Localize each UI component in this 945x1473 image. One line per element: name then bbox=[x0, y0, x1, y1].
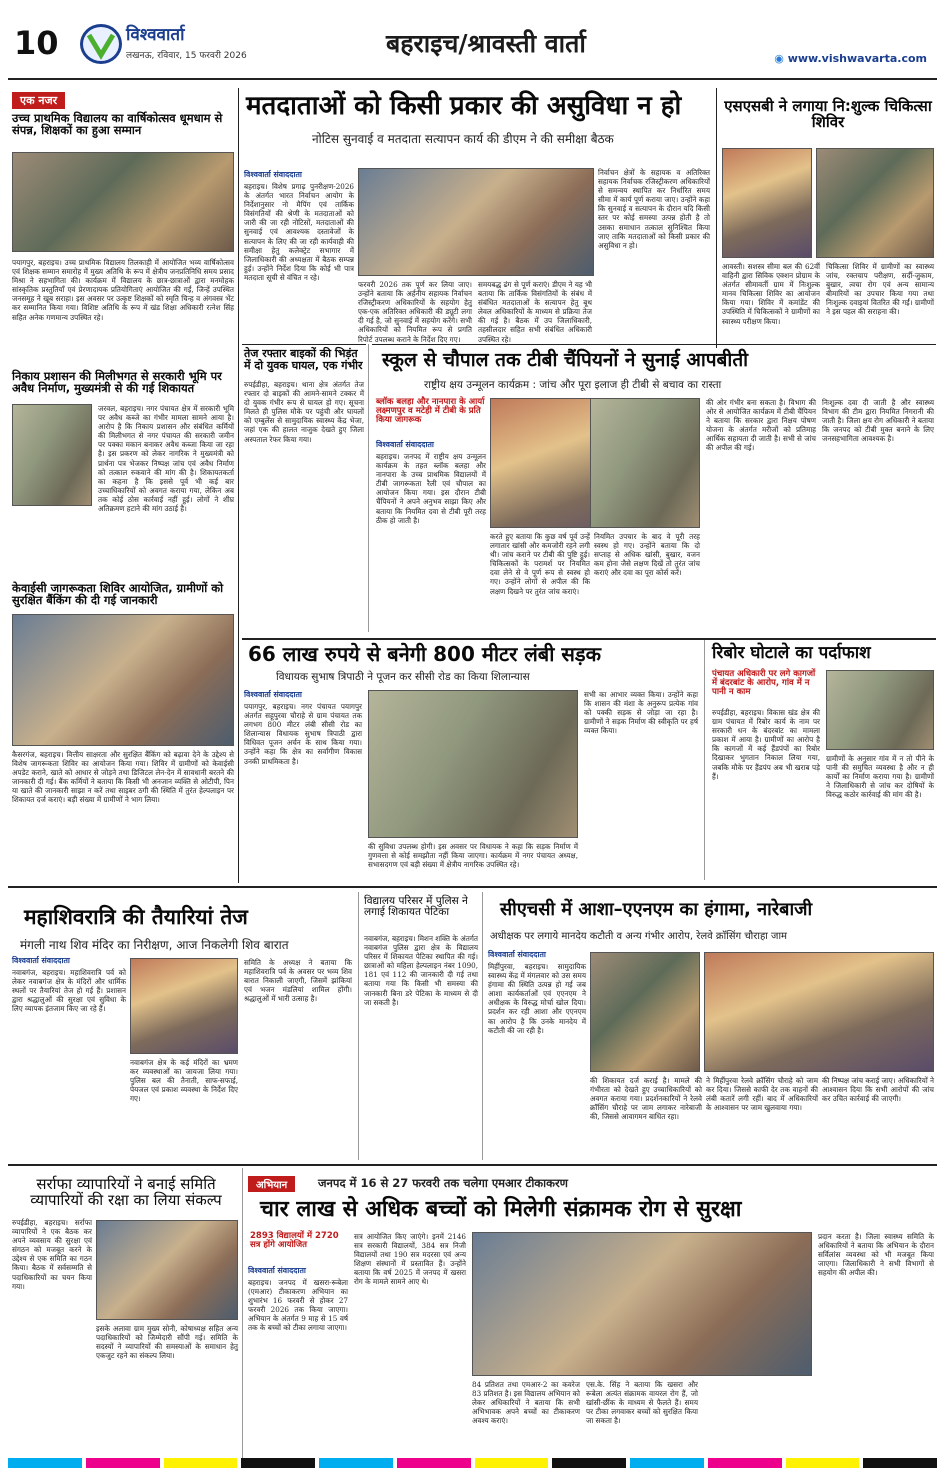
lead-subhead: नोटिस सुनवाई व मतदाता सत्यापन कार्य की डीएम ने की समीक्षा बैठक bbox=[312, 132, 614, 146]
road-col-3-text: सभी का आभार व्यक्त किया। उन्होंने कहा कि शासन की मंशा के अनुरूप प्रत्येक गांव को पक्की सड़क से जोड़ा जा रहा है। ग्रामीणों ने सड़क निर्माण की स्वीकृति पर हर्ष व्यक्त किया। bbox=[584, 690, 698, 736]
shiv-col-3 bbox=[244, 958, 352, 1158]
globe-icon: ◉ bbox=[774, 52, 784, 65]
road-photo bbox=[368, 690, 578, 838]
shiv-col-2 bbox=[130, 1058, 238, 1158]
sarraf-headline: सर्राफा व्यापारियों ने बनाई समिति व्यापारियों की रक्षा का लिया संकल्प bbox=[30, 1175, 222, 1210]
left-divider bbox=[238, 88, 239, 883]
chc-col-3 bbox=[706, 1076, 818, 1160]
tb-note: ब्लॉक बलहा और नानपारा के आर्या लक्ष्मणपुर व मटेही में टीबी के प्रति किया जागरूक bbox=[376, 397, 485, 426]
tb-col-5-text: निःशुल्क दवा दी जाती है और स्वास्थ्य विभाग की टीम द्वारा नियमित निगरानी की जाती है। जिला क्षय रोग अधिकारी ने बताया कि जनपद को टीबी मुक्त बनाने के लिए जनसहभागिता आवश्यक है। bbox=[822, 398, 934, 444]
accident-headline: तेज रफ्तार बाइकों की भिड़ंत में दो युवक घायल, एक गंभीर bbox=[244, 347, 363, 372]
ribor-note: पंचायत अधिकारी पर लगे कागजों में बंदरबांट के आरोप, गांव में न पानी न काम bbox=[712, 669, 816, 698]
lead-col-1-text: बहराइच। विशेष प्रगाढ़ पुनरीक्षण-2026 के अंतर्गत भारत निर्वाचन आयोग के निर्देशानुसार नो मैपिंग एवं तार्किक विसंगतियों की श्रेणी के मतदाताओं को जारी की जा रही नोटिसों, मतदाताओं की सुनवाई एवं आवश्यक दस्तावेजों के सत्यापन के लिए की जा रही कार्यवाही की समीक्षा हेतु कलेक्ट्रेट सभागार में जिलाधिकारी की अध्यक्षता में बैठक सम्पन्न हुई। उन्होंने निर्देश दिया कि कोई भी पात्र मतदाता सूची से वंचित न रहे। bbox=[244, 182, 354, 282]
anniversary-body: पयागपुर, बहराइच। उच्च प्राथमिक विद्यालय तिलकाही में आयोजित भव्य वार्षिकोत्सव एवं शिक्षक सम्मान समारोह में मुख्य अतिथि के रूप में क्षेत्रीय जनप्रतिनिधि समय प्रसाद मिश्रा ने सहभागिता की। कार्यक्रम में विद्यालय के छात्र-छात्राओं द्वारा मनमोहक सांस्कृतिक प्रस्तुतियाँ एवं प्रेरणादायक प्रतियोगिताएं आयोजित की गईं, जिन्हें उपस्थित जनसमूह ने खूब सराहा। इस अवसर पर उत्कृष्ट शिक्षकों को स्मृति चिन्ह व अंगवस्त्र भेंट कर सम्मानित किया गया। विशिष्ट अतिथि के रूप में खंड शिक्षा अधिकारी रत्नेश सिंह सहित अनेक गणमान्य उपस्थित रहे। bbox=[12, 258, 234, 322]
chc-divider bbox=[482, 892, 483, 1160]
accident-col bbox=[244, 380, 364, 632]
encroachment-photo bbox=[12, 404, 92, 506]
measles-divider bbox=[242, 1168, 243, 1458]
shiv-col-1 bbox=[12, 956, 126, 1156]
sarraf-col-1-text: रुपईडीहा, बहराइच। सर्राफा व्यापारियों ने एक बैठक कर अपने व्यवसाय की सुरक्षा एवं संगठन को मजबूत करने के उद्देश्य से एक समिति का गठन किया। बैठक में सर्वसम्मति से पदाधिकारियों का चयन किया गया। bbox=[12, 1218, 92, 1291]
logo-icon bbox=[80, 24, 122, 64]
left-column bbox=[10, 92, 236, 880]
road-col-3 bbox=[584, 690, 698, 880]
ribor-photo bbox=[826, 670, 934, 750]
shiv-headline: महाशिवरात्रि की तैयारियां तेज bbox=[24, 905, 248, 929]
lead-headline: मतदाताओं को किसी प्रकार की असुविधा न हो bbox=[246, 91, 682, 121]
kyc-headline: केवाईसी जागरूकता शिविर आयोजित, ग्रामीणों को सुरक्षित बैंकिंग की दी गई जानकारी bbox=[12, 581, 224, 608]
lead-col-3 bbox=[478, 280, 592, 344]
chc-col-3-text: ने मिहींपुरवा रेलवे क्रॉसिंग चौराहे को जाम कर दिया। जिससे काफी देर तक वाहनों की लंबी कतारें लगी रहीं। बाद में अधिकारियों के आश्वासन पर जाम खुलवाया गया। bbox=[706, 1076, 818, 1113]
chc-col-2-text: की शिकायत दर्ज कराई है। मामले की गंभीरता को देखते हुए उच्चाधिकारियों को अवगत कराया गया। प्रदर्शनकारियों ने रेलवे क्रॉसिंग चौराहे पर जाम लगाकर नारेबाजी की, जिससे आवागमन बाधित रहा। bbox=[590, 1076, 702, 1122]
chc-col-1-text: मिहींपुरवा, बहराइच। सामुदायिक स्वास्थ्य केंद्र में मंगलवार को उस समय हंगामा की स्थिति उत्पन्न हो गई जब आशा कार्यकर्ताओं एवं एएनएम ने अधीक्षक के विरुद्ध मोर्चा खोल दिया। प्रदर्शन कर रही आशा और एएनएम का आरोप है कि उनके मानदेय में कटौती की जा रही है। bbox=[488, 962, 586, 1035]
tb-rule bbox=[372, 344, 936, 345]
tb-col-1 bbox=[376, 440, 486, 630]
accident-divider bbox=[368, 344, 369, 632]
measles-col-2-text: सत्र आयोजित किए जाएंगे। इनमें 2146 सत्र सरकारी विद्यालयों, 384 सत्र निजी विद्यालयों तथा 190 सत्र मदरसा एवं अन्य शिक्षण संस्थानों में प्रस्तावित हैं। उन्होंने बताया कि वर्ष 2025 में जनपद में खसरा रोग के मामले सामने आए थे। bbox=[354, 1232, 466, 1287]
encroachment-body: जरवल, बहराइच। नगर पंचायत क्षेत्र में सरकारी भूमि पर अवैध कब्जे का गंभीर मामला सामने आया है। आरोप है कि निकाय प्रशासन और संबंधित कर्मियों की मिलीभगत से नगर पंचायत की सरकारी जमीन पर पक्का मकान बनाकर अवैध कब्जा किया जा रहा है। इस प्रकरण को लेकर नागरिक ने मुख्यमंत्री को प्रार्थना पत्र भेजकर निष्पक्ष जांच एवं अवैध निर्माण को तत्काल रुकवाने की मांग की है। शिकायतकर्ता का कहना है कि इससे पूर्व भी कई बार उच्चाधिकारियों को अवगत कराया गया, लेकिन अब तक कोई ठोस कार्रवाई नहीं हुई। लोगों ने शीघ्र अतिक्रमण हटाने की मांग उठाई है। bbox=[98, 404, 234, 514]
kyc-photo bbox=[12, 614, 234, 746]
tb-byline: विश्ववार्ता संवाददाता bbox=[376, 440, 434, 449]
chc-col-4-text: की निष्पक्ष जांच कराई जाए। अधिकारियों ने आश्वासन दिया कि सभी आरोपों की जांच कर उचित कार्रवाई की जाएगी। bbox=[822, 1076, 934, 1104]
tb-col-1-text: बहराइच। जनपद में राष्ट्रीय क्षय उन्मूलन कार्यक्रम के तहत ब्लॉक बलहा और नानपारा के उच्च प्राथमिक विद्यालयों में टीबी जागरूकता रैली एवं चौपाल का आयोजन किया गया। इस दौरान टीबी चैंपियनों ने अपने अनुभव साझा किए और बताया कि नियमित दवा से टीबी पूरी तरह ठीक हो जाती है। bbox=[376, 452, 486, 525]
camp-col-1-text: आवस्ती। सशस्त्र सीमा बल की 62वीं वाहिनी द्वारा सिविक एक्शन प्रोग्राम के अंतर्गत सीमावर्ती ग्राम में निःशुल्क मानव चिकित्सा शिविर का आयोजन किया गया। शिविर में कमांडेंट की उपस्थिति में चिकित्सकों ने ग्रामीणों का स्वास्थ्य परीक्षण किया। bbox=[722, 262, 820, 326]
sarraf-photo bbox=[96, 1220, 238, 1320]
lead-byline: विश्ववार्ता संवाददाता bbox=[244, 170, 302, 179]
lead-col-4 bbox=[598, 168, 710, 342]
page-number: 10 bbox=[14, 24, 59, 62]
chc-col-1 bbox=[488, 950, 586, 1160]
tb-col-3 bbox=[594, 532, 700, 632]
lead-col-3-text: समयबद्ध ढंग से पूर्ण कराएं। डीएम ने यह भी बताया कि तार्किक विसंगतियों के संबंध में संबंधित मतदाताओं के सत्यापन हेतु बूथ लेवल अधिकारियों के माध्यम से प्रक्रिया तेज की गई है। बैठक में उप जिलाधिकारी, तहसीलदार सहित सभी संबंधित अधिकारी उपस्थित रहे। bbox=[478, 280, 592, 344]
website-link[interactable]: ◉ www.vishwavarta.com bbox=[774, 52, 927, 65]
lead-col-2 bbox=[358, 280, 472, 344]
measles-col-1-text: बहराइच। जनपद में खसरा-रूबेला (एमआर) टीकाकरण अभियान का शुभारंभ 16 फरवरी से होकर 27 फरवरी 2026 तक किया जाएगा। अभियान के अंतर्गत 9 माह से 15 वर्ष तक के बच्चों को टीका लगाया जाएगा। bbox=[248, 1278, 348, 1333]
abhiyan-tag: अभियान bbox=[248, 1176, 295, 1192]
bottom-rule bbox=[8, 1164, 937, 1166]
sarraf-col-2-text: इसके अलावा ग्राम मुख्य सोनी, कोषाध्यक्ष सहित अन्य पदाधिकारियों को जिम्मेदारी सौंपी गई। समिति के सदस्यों ने व्यापारियों की समस्याओं के समाधान हेतु एकजुट रहने का संकल्प लिया। bbox=[96, 1324, 238, 1361]
lead-photo bbox=[358, 168, 594, 276]
measles-col-5-text: प्रदान करता है। जिला स्वास्थ्य समिति के अधिकारियों ने बताया कि अभियान के दौरान सर्विलांस व्यवस्था को भी मजबूत किया जाएगा। जिलाधिकारी ने सभी विभागों से सहयोग की अपील की। bbox=[818, 1232, 934, 1278]
tb-photo-2 bbox=[590, 398, 700, 528]
chc-photo-2 bbox=[704, 952, 934, 1072]
lead-col-2-text: फरवरी 2026 तक पूर्ण कर लिया जाए। उन्होंने बताया कि अर्हनीय सहायक निर्वाचन रजिस्ट्रीकरण अधिकारियों के सहयोग हेतु एक-एक अतिरिक्त अधिकारी की ड्यूटी लगा दी गई है, जो सुनवाई में सहयोग करेंगे। सभी अधिकारियों को नियमित रूप से प्रगति रिपोर्ट उपलब्ध कराने के निर्देश दिए गए। bbox=[358, 280, 472, 344]
print-color-bar bbox=[8, 1458, 937, 1468]
road-col-2 bbox=[368, 842, 578, 880]
measles-byline: विश्ववार्ता संवाददाता bbox=[248, 1266, 306, 1275]
measles-col-4 bbox=[586, 1380, 698, 1456]
shiv-subhead: मंगली नाथ शिव मंदिर का निरीक्षण, आज निकलेगी शिव बारात bbox=[20, 938, 289, 952]
encroachment-headline: निकाय प्रशासन की मिलीभगत से सरकारी भूमि पर अवैध निर्माण, मुख्यमंत्री से की गई शिकायत bbox=[12, 369, 222, 396]
chc-col-2 bbox=[590, 1076, 702, 1160]
measles-col-4-text: एस.के. सिंह ने बताया कि खसरा और रूबेला अत्यंत संक्रामक वायरल रोग हैं, जो खांसी-छींक के माध्यम से फैलते हैं। समय पर टीका लगवाकर बच्चों को सुरक्षित किया जा सकता है। bbox=[586, 1380, 698, 1426]
ribor-col-1 bbox=[712, 708, 820, 880]
police-body: नवाबगंज, बहराइच। मिशन शक्ति के अंतर्गत नवाबगंज पुलिस द्वारा क्षेत्र के विद्यालय परिसर में शिकायत पेटिका स्थापित की गई। छात्राओं को महिला हेल्पलाइन नंबर 1090, 181 एवं 112 की जानकारी दी गई तथा बताया गया कि किसी भी समस्या की जानकारी बिना डरे पेटिका के माध्यम से दी जा सकती है। bbox=[364, 934, 478, 1007]
tb-headline: स्कूल से चौपाल तक टीबी चैंपियनों ने सुनाई आपबीती bbox=[382, 349, 749, 371]
accident-body: रुपईडीहा, बहराइच। थाना क्षेत्र अंतर्गत तेज रफ्तार दो बाइकों की आमने-सामने टक्कर में दो युवक गंभीर रूप से घायल हो गए। सूचना मिलते ही पुलिस मौके पर पहुंची और घायलों को एम्बुलेंस से सामुदायिक स्वास्थ्य केंद्र भेजा, जहां एक की हालत नाजुक देखते हुए जिला अस्पताल रेफर किया गया। bbox=[244, 380, 364, 444]
ribor-col-2 bbox=[826, 754, 934, 880]
dateline: लखनऊ, रविवार, 15 फरवरी 2026 bbox=[126, 51, 247, 61]
section-title: बहराइच/श्रावस्ती वार्ता bbox=[386, 29, 586, 58]
sarraf-col-1 bbox=[12, 1218, 92, 1456]
shiv-photo bbox=[130, 958, 238, 1054]
tb-col-3-text: नियमित उपचार के बाद वे पूरी तरह स्वस्थ हो गए। उन्होंने बताया कि दो सप्ताह से अधिक खांसी, बुखार, वजन कम होना जैसे लक्षण दिखें तो तुरंत जांच कराएं और दवा का पूरा कोर्स करें। bbox=[594, 532, 700, 578]
kyc-body: कैसरगंज, बहराइच। वित्तीय साक्षरता और सुरक्षित बैंकिंग को बढ़ावा देने के उद्देश्य से विशेष जागरूकता शिविर का आयोजन किया गया। शिविर में ग्रामीणों को केवाईसी अपडेट कराने, खाते को आधार से जोड़ने तथा डिजिटल लेन-देन में सावधानी बरतने की जानकारी दी गई। बैंक कर्मियों ने बताया कि किसी भी अनजान व्यक्ति से ओटीपी, पिन या खाते की जानकारी साझा न करें तथा साइबर ठगी की स्थिति में तुरंत हेल्पलाइन पर शिकायत दर्ज कराएं। बड़ी संख्या में ग्रामीणों ने भाग लिया। bbox=[12, 750, 234, 805]
ribor-headline: रिबोर घोटाले का पर्दाफाश bbox=[712, 643, 871, 663]
road-headline: 66 लाख रुपये से बनेगी 800 मीटर लंबी सड़क bbox=[248, 642, 601, 666]
ribor-col-1-text: रुपईडीहा, बहराइच। विकास खंड क्षेत्र की ग्राम पंचायत में रिबोर कार्य के नाम पर सरकारी धन के बंदरबांट का मामला प्रकाश में आया है। ग्रामीणों का आरोप है कि कागजों में कई हैंडपंपों का रिबोर दिखाकर भुगतान निकाल लिया गया, जबकि मौके पर हैंडपंप अब भी खराब पड़े हैं। bbox=[712, 708, 820, 781]
chc-col-4 bbox=[822, 1076, 934, 1160]
camp-photo-2 bbox=[816, 148, 934, 258]
shiv-col-3-text: समिति के अध्यक्ष ने बताया कि महाशिवरात्रि पर्व के अवसर पर भव्य शिव बारात निकाली जाएगी, जिसमें झांकियां एवं भजन मंडलियां शामिल होंगी। श्रद्धालुओं में भारी उत्साह है। bbox=[244, 958, 352, 1004]
ribor-divider bbox=[704, 640, 705, 880]
police-headline: विद्यालय परिसर में पुलिस ने लगाई शिकायत पेटिका bbox=[364, 895, 468, 919]
measles-photo bbox=[472, 1232, 812, 1376]
camp-col-1 bbox=[722, 262, 820, 342]
police-divider bbox=[358, 892, 359, 1160]
tb-col-5 bbox=[822, 398, 934, 632]
tb-col-4-text: की ओर गंभीर बना सकता है। विभाग की ओर से आयोजित कार्यक्रम में टीबी चैंपियन ने बताया कि सरकार द्वारा निक्षय पोषण योजना के अंतर्गत मरीजों को प्रतिमाह आर्थिक सहायता दी जाती है। सभी से जांच की अपील की गई। bbox=[706, 398, 816, 453]
lead-col-4-text: निर्वाचन क्षेत्रों के सहायक व अतिरिक्त सहायक निर्वाचक रजिस्ट्रीकरण अधिकारियों से समन्वय स्थापित कर निर्धारित समय सीमा में कार्य पूर्ण कराया जाए। उन्होंने कहा कि सुनवाई व सत्यापन के दौरान यदि किसी स्तर पर कोई समस्या उत्पन्न होती है तो उसका समाधान तत्काल सुनिश्चित किया जाए ताकि मतदाताओं को किसी प्रकार की असुविधा न हो। bbox=[598, 168, 710, 250]
road-col-1 bbox=[244, 690, 362, 880]
masthead bbox=[8, 18, 937, 78]
measles-headline: चार लाख से अधिक बच्चों को मिलेगी संक्रामक रोग से सुरक्षा bbox=[260, 1197, 742, 1222]
chc-byline: विश्ववार्ता संवाददाता bbox=[488, 950, 546, 959]
camp-headline: एसएसबी ने लगाया नि:शुल्क चिकित्सा शिविर bbox=[724, 97, 932, 132]
measles-col-3-text: 84 प्रतिशत तथा एमआर-2 का कवरेज 83 प्रतिशत है। इस विद्यालय अभियान को लेकर अधिकारियों ने बताया कि सभी अभिभावक अपने बच्चों का टीकाकरण अवश्य कराएं। bbox=[472, 1380, 580, 1426]
accident-rule bbox=[242, 344, 366, 345]
road-subhead: विधायक सुभाष त्रिपाठी ने पूजन कर सीसी रोड का किया शिलान्यास bbox=[276, 671, 530, 683]
ribor-col-2-text: ग्रामीणों के अनुसार गांव में न तो पीने के पानी की समुचित व्यवस्था है और न ही कार्यों का निर्माण कराया गया है। ग्रामीणों ने जिलाधिकारी से जांच कर दोषियों के विरुद्ध कठोर कार्रवाई की मांग की है। bbox=[826, 754, 934, 800]
chc-photo-1 bbox=[590, 952, 700, 1072]
measles-note: 2893 विद्यालयों में 2720 सत्र होंगे आयोजित bbox=[250, 1231, 339, 1251]
anniversary-headline: उच्च प्राथमिक विद्यालय का वार्षिकोत्सव धूमधाम से संपन्न, शिक्षकों का हुआ सम्मान bbox=[12, 111, 223, 138]
paper-name: विश्ववार्ता bbox=[126, 25, 185, 45]
camp-col-2 bbox=[826, 262, 934, 342]
ek-nazar-tag: एक नजर bbox=[12, 92, 65, 109]
shiv-col-2-text: नवाबगंज क्षेत्र के कई मंदिरों का भ्रमण कर व्यवस्थाओं का जायजा लिया गया। पुलिस बल की तैनाती, साफ-सफाई, पेयजल एवं प्रकाश व्यवस्था के निर्देश दिए गए। bbox=[130, 1058, 238, 1104]
camp-photo-1 bbox=[722, 148, 812, 258]
masthead-rule bbox=[8, 78, 937, 80]
road-byline: विश्ववार्ता संवाददाता bbox=[244, 690, 302, 699]
lower-rule bbox=[8, 886, 937, 888]
measles-col-2 bbox=[354, 1232, 466, 1456]
measles-tagline: जनपद में 16 से 27 फरवरी तक चलेगा एमआर टीकाकरण bbox=[318, 1176, 568, 1190]
tb-col-4 bbox=[706, 398, 816, 632]
camp-divider bbox=[716, 88, 717, 348]
tb-subhead: राष्ट्रीय क्षय उन्मूलन कार्यक्रम : जांच और पूरा इलाज ही टीबी से बचाव का रास्ता bbox=[424, 379, 722, 391]
tb-col-2-text: करते हुए बताया कि कुछ वर्ष पूर्व उन्हें लगातार खांसी और कमजोरी रहने लगी थी। जांच कराने पर टीबी की पुष्टि हुई। चिकित्सकों के परामर्श पर नियमित दवा लेने से वे पूर्ण रूप से स्वस्थ हो गए। उन्होंने लोगों से अपील की कि लक्षण दिखने पर तुरंत जांच कराएं। bbox=[490, 532, 590, 596]
anniversary-photo bbox=[12, 152, 234, 252]
shiv-byline: विश्ववार्ता संवाददाता bbox=[12, 956, 70, 965]
road-col-1-text: पयागपुर, बहराइच। नगर पंचायत पयागपुर अंतर्गत सहूपुरवा चौराहे से ग्राम पंचायत तक लगभग 800 मीटर लंबी सीसी रोड का शिलान्यास विधायक सुभाष त्रिपाठी द्वारा विधिवत पूजन अर्चन के साथ किया गया। उन्होंने कहा कि क्षेत्र का सर्वांगीण विकास उनकी प्राथमिकता है। bbox=[244, 702, 362, 766]
road-rule bbox=[242, 638, 936, 640]
chc-subhead: अधीक्षक पर लगाये मानदेय कटौती व अन्य गंभीर आरोप, रेलवे क्रॉसिंग चौराहा जाम bbox=[490, 931, 788, 942]
chc-headline: सीएचसी में आशा–एएनएम का हंगामा, नारेबाजी bbox=[500, 899, 813, 920]
road-col-2-text: की सुविधा उपलब्ध होगी। इस अवसर पर विधायक ने कहा कि सड़क निर्माण में गुणवत्ता से कोई समझौता नहीं किया जाएगा। कार्यक्रम में नगर पंचायत अध्यक्ष, सभासदगण एवं बड़ी संख्या में क्षेत्रीय नागरिक उपस्थित रहे। bbox=[368, 842, 578, 870]
camp-col-2-text: चिकित्सा शिविर में ग्रामीणों का स्वास्थ्य जांच, रक्तचाप परीक्षण, सर्दी-जुकाम, बुखार, त्वचा रोग एवं अन्य सामान्य बीमारियों का उपचार किया गया तथा निःशुल्क दवाइयां वितरित की गईं। ग्रामीणों ने इस पहल की सराहना की। bbox=[826, 262, 934, 317]
police-col bbox=[364, 934, 478, 1160]
tb-col-2 bbox=[490, 532, 590, 632]
measles-col-1 bbox=[248, 1266, 348, 1456]
shiv-col-1-text: नवाबगंज, बहराइच। महाशिवरात्रि पर्व को लेकर नवाबगंज क्षेत्र के मंदिरों और धार्मिक स्थलों पर तैयारियां तेज हो गई हैं। प्रशासन द्वारा श्रद्धालुओं की सुरक्षा एवं सुविधा के लिए व्यापक इंतजाम किए जा रहे हैं। bbox=[12, 968, 126, 1014]
measles-col-5 bbox=[818, 1232, 934, 1456]
measles-col-3 bbox=[472, 1380, 580, 1456]
sarraf-col-2 bbox=[96, 1324, 238, 1456]
